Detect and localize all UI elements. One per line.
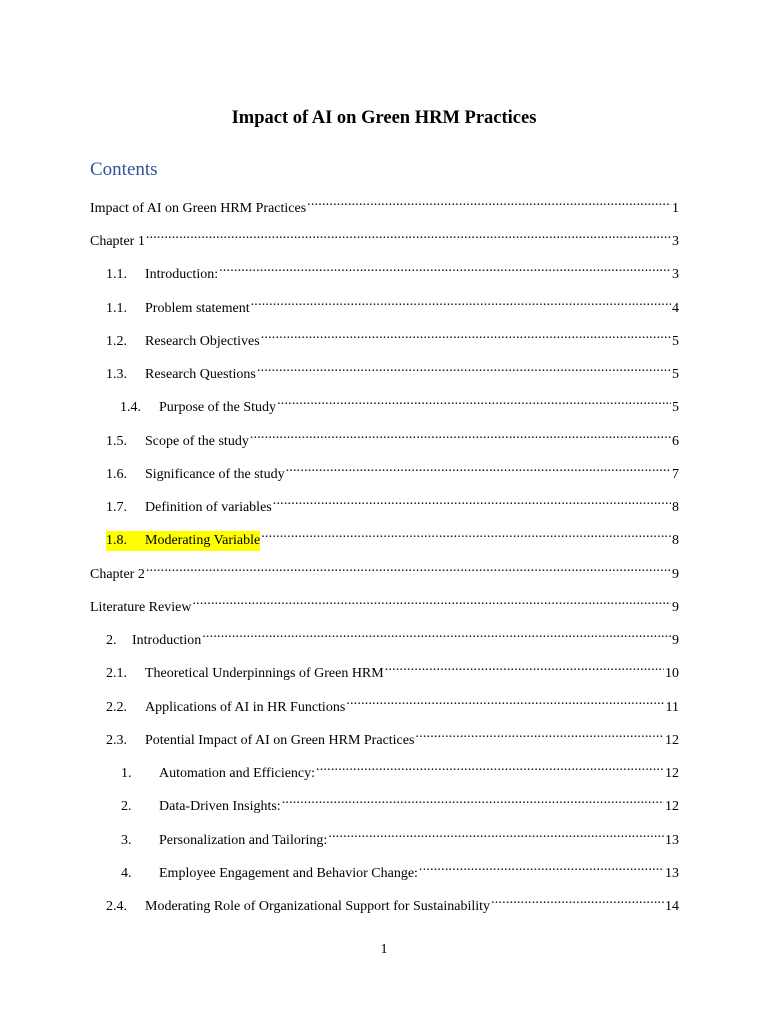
- toc-entry[interactable]: [90, 192, 679, 216]
- toc-entry-number: 1.2.: [106, 334, 127, 349]
- contents-heading: Contents: [90, 159, 158, 180]
- toc-entry[interactable]: [90, 358, 679, 382]
- toc-entry[interactable]: [90, 292, 679, 316]
- toc-entry-number: 2.1.: [106, 666, 127, 681]
- toc-leader-dots: [419, 857, 664, 877]
- toc-entry-number: 2.4.: [106, 899, 127, 914]
- toc-entry[interactable]: [90, 624, 679, 648]
- toc-entry-text: Scope of the study: [145, 434, 249, 449]
- toc-entry[interactable]: [90, 657, 679, 681]
- toc-entry-number: 4.: [121, 866, 132, 881]
- toc-entry-page: 5: [672, 367, 679, 382]
- toc-entry-text: Theoretical Underpinnings of Green HRM: [145, 666, 384, 681]
- toc-entry-page: 5: [672, 334, 679, 349]
- toc-entry-highlighted[interactable]: [90, 524, 679, 548]
- toc-leader-dots: [415, 724, 664, 744]
- toc-entry-text: Introduction:: [145, 267, 219, 282]
- toc-entry[interactable]: [90, 691, 679, 715]
- toc-leader-dots: [261, 524, 671, 544]
- toc-entry[interactable]: [90, 824, 679, 848]
- toc-entry-page: 12: [665, 733, 679, 748]
- toc-entry-page: 10: [665, 666, 679, 681]
- toc-leader-dots: [257, 358, 671, 378]
- toc-entry-number: 2.: [106, 633, 117, 648]
- toc-entry-number: 1.1.: [106, 301, 127, 316]
- toc-entry-number: 3.: [121, 833, 132, 848]
- toc-leader-dots: [277, 391, 671, 411]
- toc-entry[interactable]: [90, 225, 679, 249]
- toc-entry-page: 7: [672, 467, 679, 482]
- toc-entry-text: Moderating Variable: [145, 531, 260, 551]
- toc-leader-dots: [202, 624, 671, 644]
- toc-leader-dots: [282, 790, 664, 810]
- toc-entry[interactable]: [90, 890, 679, 914]
- toc-entry[interactable]: [90, 425, 679, 449]
- toc-entry-page: 14: [665, 899, 679, 914]
- toc-entry-text: Significance of the study: [145, 467, 285, 482]
- toc-leader-dots: [192, 591, 671, 611]
- toc-entry-page: 12: [665, 799, 679, 814]
- toc-entry-number: 1.6.: [106, 467, 127, 482]
- toc-entry-number: 2.: [121, 799, 132, 814]
- toc-leader-dots: [261, 325, 671, 345]
- toc-leader-dots: [286, 458, 671, 478]
- toc-entry[interactable]: [90, 724, 679, 748]
- toc-entry-text: Chapter 2: [90, 567, 145, 582]
- toc-entry-page: 4: [672, 301, 679, 316]
- toc-entry-page: 13: [665, 833, 679, 848]
- toc-entry-text: Moderating Role of Organizational Support for Sustainability: [145, 899, 491, 914]
- toc-entry[interactable]: [90, 757, 679, 781]
- toc-entry-text: Definition of variables: [145, 500, 272, 515]
- toc-entry-text: Applications of AI in HR Functions: [145, 700, 346, 715]
- toc-entry[interactable]: [90, 558, 679, 582]
- toc-leader-dots: [328, 824, 664, 844]
- toc-entry-number: 1.5.: [106, 434, 127, 449]
- toc-entry-number: 1.: [121, 766, 132, 781]
- toc-entry-number: 2.3.: [106, 733, 127, 748]
- toc-entry[interactable]: [90, 591, 679, 615]
- toc-entry-text: Research Questions: [145, 367, 256, 382]
- toc-entry-page: 9: [672, 633, 679, 648]
- toc-entry-text: Chapter 1: [90, 234, 145, 249]
- toc-leader-dots: [251, 292, 671, 312]
- toc-entry-number: 1.7.: [106, 500, 127, 515]
- toc-entry-page: 5: [672, 400, 679, 415]
- toc-entry[interactable]: [90, 325, 679, 349]
- toc-entry-text: Introduction: [132, 633, 202, 648]
- toc-leader-dots: [491, 890, 664, 910]
- toc-leader-dots: [250, 425, 671, 445]
- toc-entry-text: Literature Review: [90, 600, 192, 615]
- toc-entry-page: 8: [672, 533, 679, 548]
- toc-entry-page: 13: [665, 866, 679, 881]
- toc-entry-page: 8: [672, 500, 679, 515]
- toc-entry-text: Data-Driven Insights:: [159, 799, 281, 814]
- toc-leader-dots: [146, 225, 671, 245]
- toc-entry-page: 12: [665, 766, 679, 781]
- toc-leader-dots: [385, 657, 664, 677]
- toc-leader-dots: [219, 258, 671, 278]
- toc-entry-text: Automation and Efficiency:: [159, 766, 316, 781]
- toc-entry-text: Research Objectives: [145, 334, 260, 349]
- toc-entry-page: 3: [672, 234, 679, 249]
- toc-entry-page: 6: [672, 434, 679, 449]
- toc-entry-number: 2.2.: [106, 700, 127, 715]
- toc-entry[interactable]: [90, 790, 679, 814]
- toc-entry-page: 11: [665, 700, 679, 715]
- toc-entry-number: 1.8.: [106, 531, 145, 551]
- toc-leader-dots: [146, 558, 671, 578]
- page-number: 1: [380, 942, 388, 957]
- toc-entry-page: 1: [672, 201, 679, 216]
- toc-entry-page: 3: [672, 267, 679, 282]
- document-title: Impact of AI on Green HRM Practices: [231, 108, 537, 128]
- toc-entry[interactable]: [90, 857, 679, 881]
- toc-entry-text: Problem statement: [145, 301, 250, 316]
- toc-leader-dots: [316, 757, 664, 777]
- toc-entry-number: 1.4.: [120, 400, 141, 415]
- toc-entry-text: Personalization and Tailoring:: [159, 833, 328, 848]
- toc-entry[interactable]: [90, 458, 679, 482]
- toc-entry-text: Purpose of the Study: [159, 400, 277, 415]
- toc-entry[interactable]: [90, 391, 679, 415]
- toc-entry-page: 9: [672, 567, 679, 582]
- toc-entry-page: 9: [672, 600, 679, 615]
- toc-entry[interactable]: [90, 258, 679, 282]
- toc-entry-number: 1.1.: [106, 267, 127, 282]
- toc-entry-number: 1.3.: [106, 367, 127, 382]
- toc-leader-dots: [346, 691, 664, 711]
- toc-entry-text: Potential Impact of AI on Green HRM Practices: [145, 733, 415, 748]
- toc-leader-dots: [273, 491, 671, 511]
- toc-entry-text: Employee Engagement and Behavior Change:: [159, 866, 418, 881]
- toc-leader-dots: [307, 192, 671, 212]
- toc-entry[interactable]: [90, 491, 679, 515]
- toc-entry-text: Impact of AI on Green HRM Practices: [90, 201, 307, 216]
